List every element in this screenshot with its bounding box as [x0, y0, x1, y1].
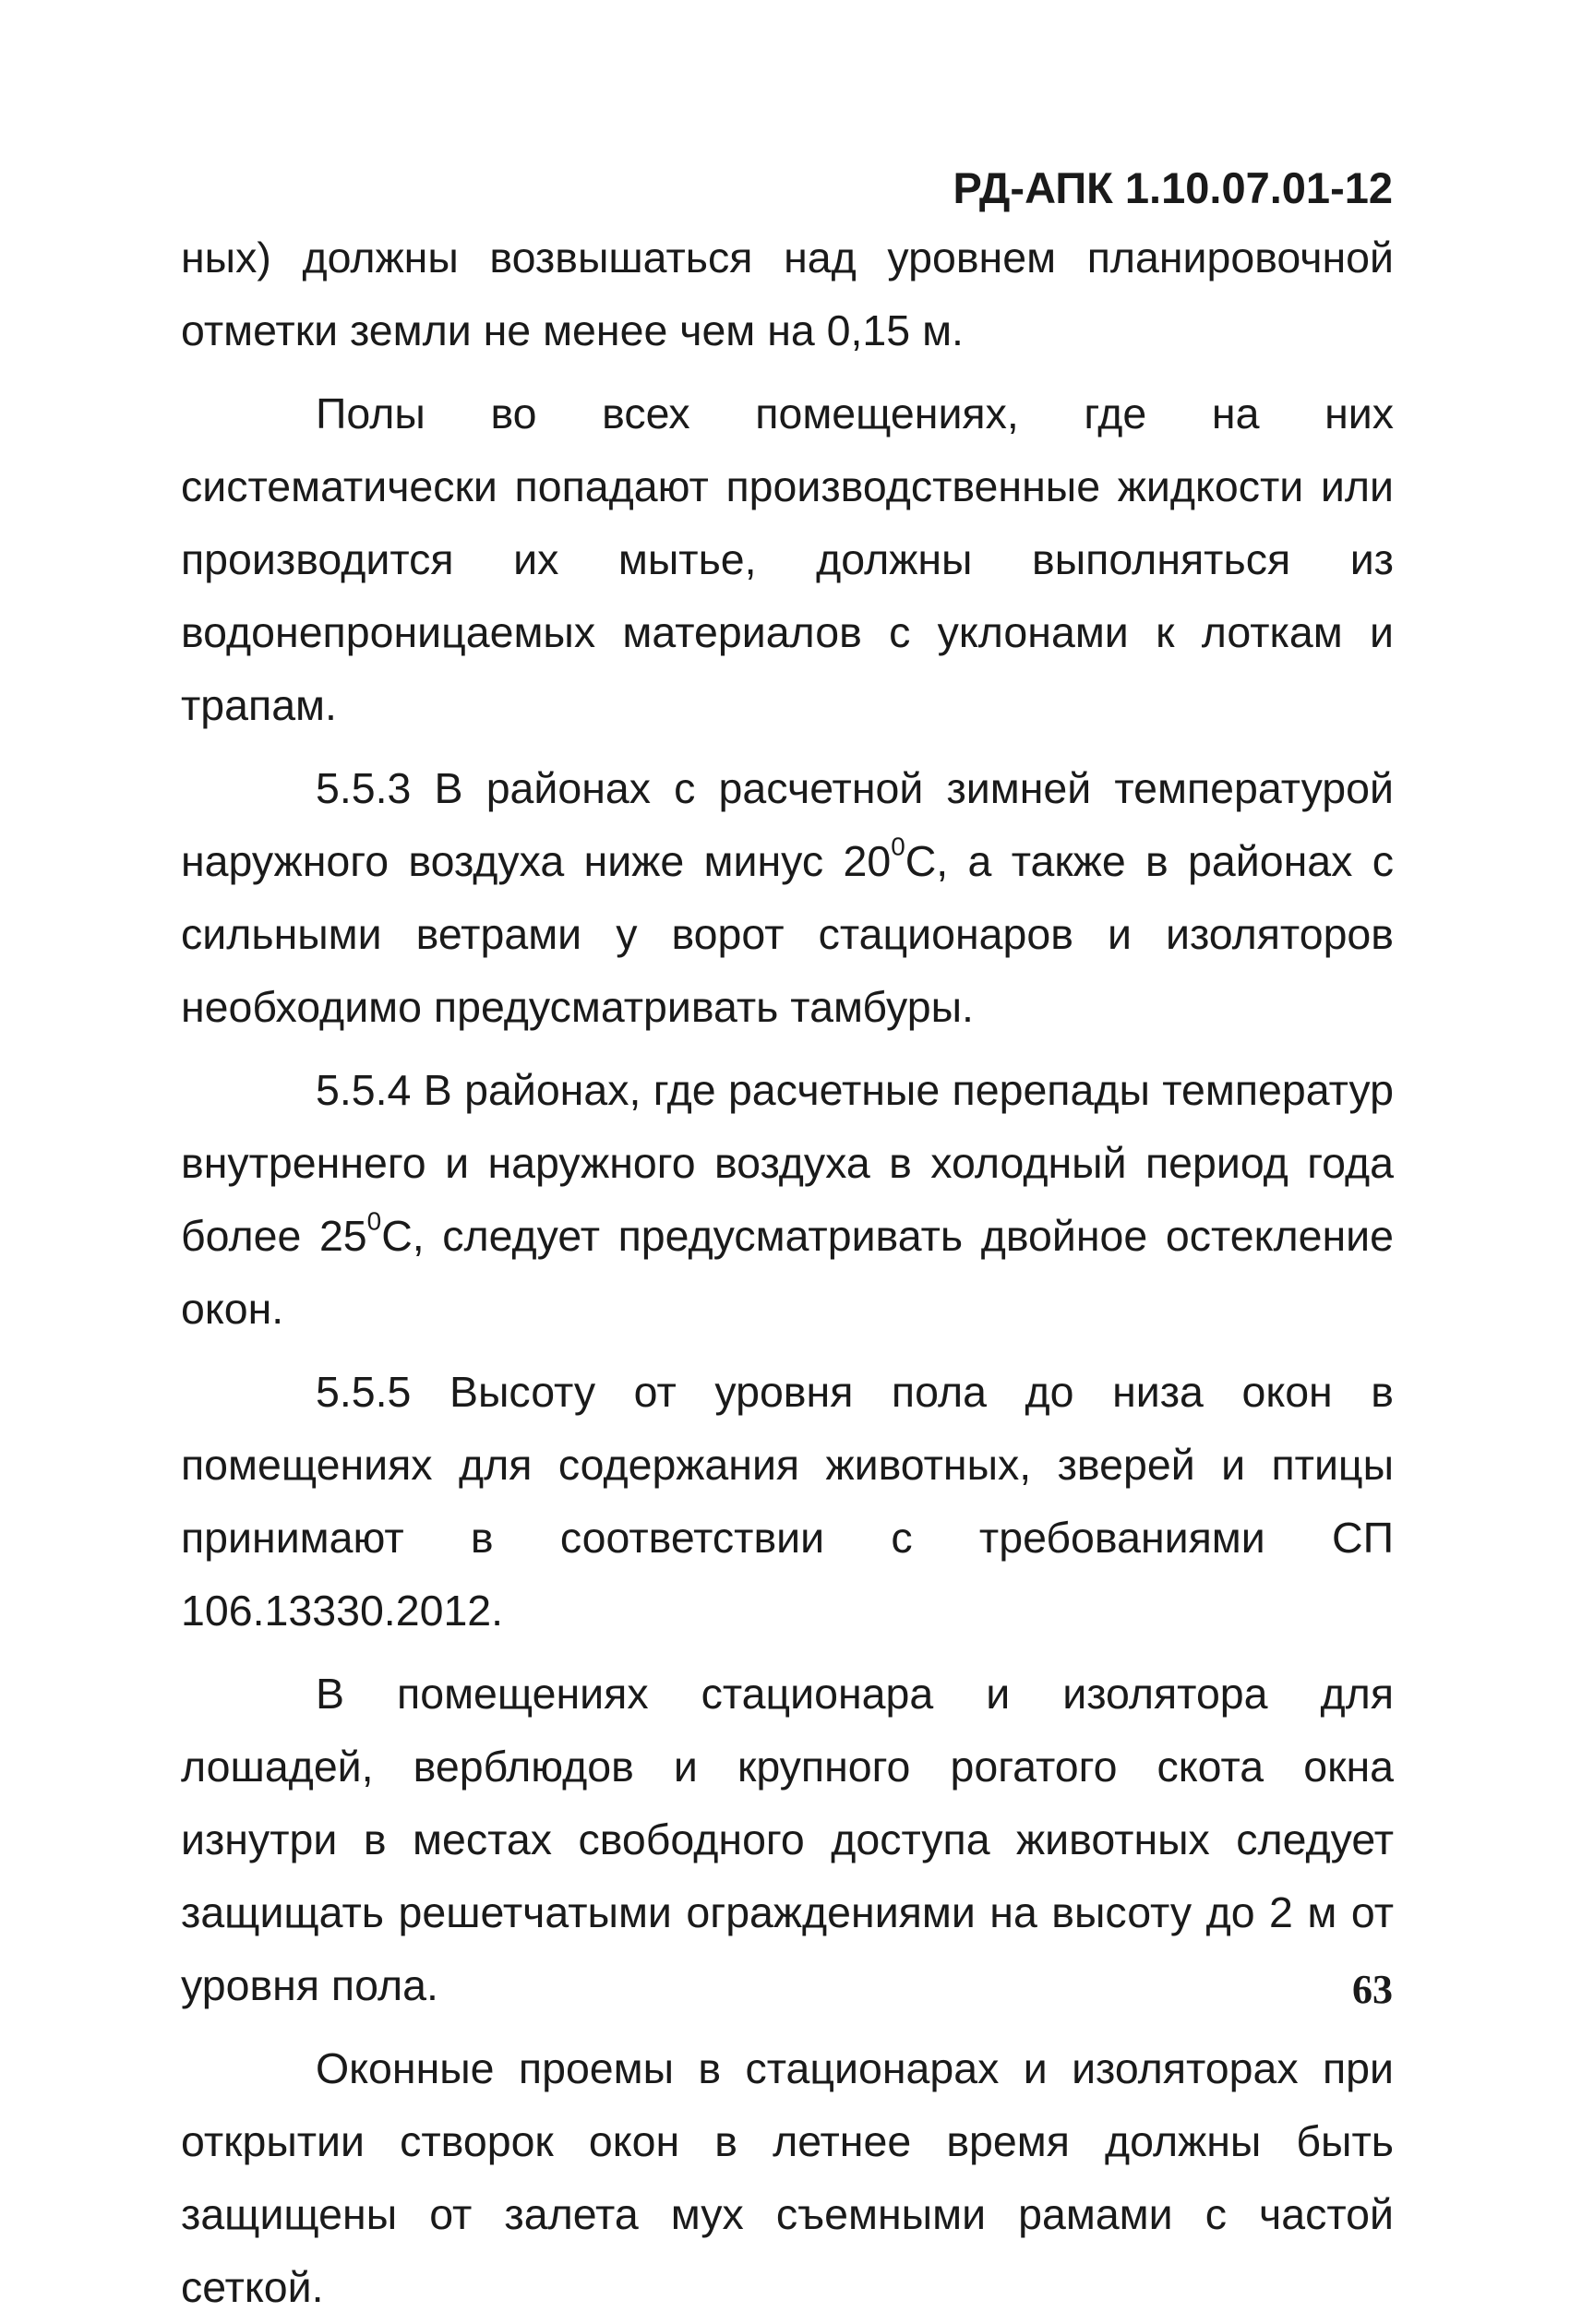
paragraph-5-5-4-text-start: 5.5.4 В районах, где расчетные перепады температур внутреннего и наружного воздуха в холодный период года более 25 — [181, 1066, 1394, 1260]
paragraph-floors: Полы во всех помещениях, где на них систематически попадают производственные жидкости или производится их мытье, должны выполняться из водонепроницаемых материалов с уклонами к лоткам и трапам. — [181, 389, 1394, 729]
paragraph-5-5-3-text-end: С, а также в районах с сильными ветрами у ворот стационаров и изоляторов необходимо предусматривать тамбуры. — [181, 837, 1394, 1031]
degree-superscript: 0 — [366, 1206, 382, 1236]
paragraph-window-screens: Оконные проемы в стационарах и изоляторах при открытии створок окон в летнее время должны быть защищены от залета мух съемными рамами с частой сеткой. — [181, 2044, 1394, 2311]
paragraph-5-5-3 — [181, 752, 1394, 1044]
document-code-header: РД-АПК 1.10.07.01-12 — [953, 163, 1393, 212]
paragraph-5-5-4-text-end: С, следует предусматривать двойное остекление окон. — [181, 1212, 1394, 1333]
paragraph-continuation: ных) должны возвышаться над уровнем планировочной отметки земли не менее чем на 0,15 м. — [181, 234, 1394, 354]
degree-superscript: 0 — [891, 832, 905, 861]
paragraph-5-5-5: 5.5.5 Высоту от уровня пола до низа окон в помещениях для содержания животных, зверей и птицы принимают в соответствии с требованиями СП 106.13330.2012. — [181, 1368, 1394, 1635]
paragraph-window-grilles: В помещениях стационара и изолятора для лошадей, верблюдов и крупного рогатого скота окна изнутри в местах свободного доступа животных следует защищать решетчатыми ограждениями на высоту до 2 м от уровня пола. — [181, 1670, 1394, 2009]
document-body — [181, 222, 1394, 2324]
page-number: 63 — [1352, 1967, 1393, 2012]
paragraph-5-5-3-text-start: 5.5.3 В районах с расчетной зимней температурой наружного воздуха ниже минус 20 — [181, 764, 1394, 885]
paragraph-5-5-4 — [181, 1054, 1394, 1346]
